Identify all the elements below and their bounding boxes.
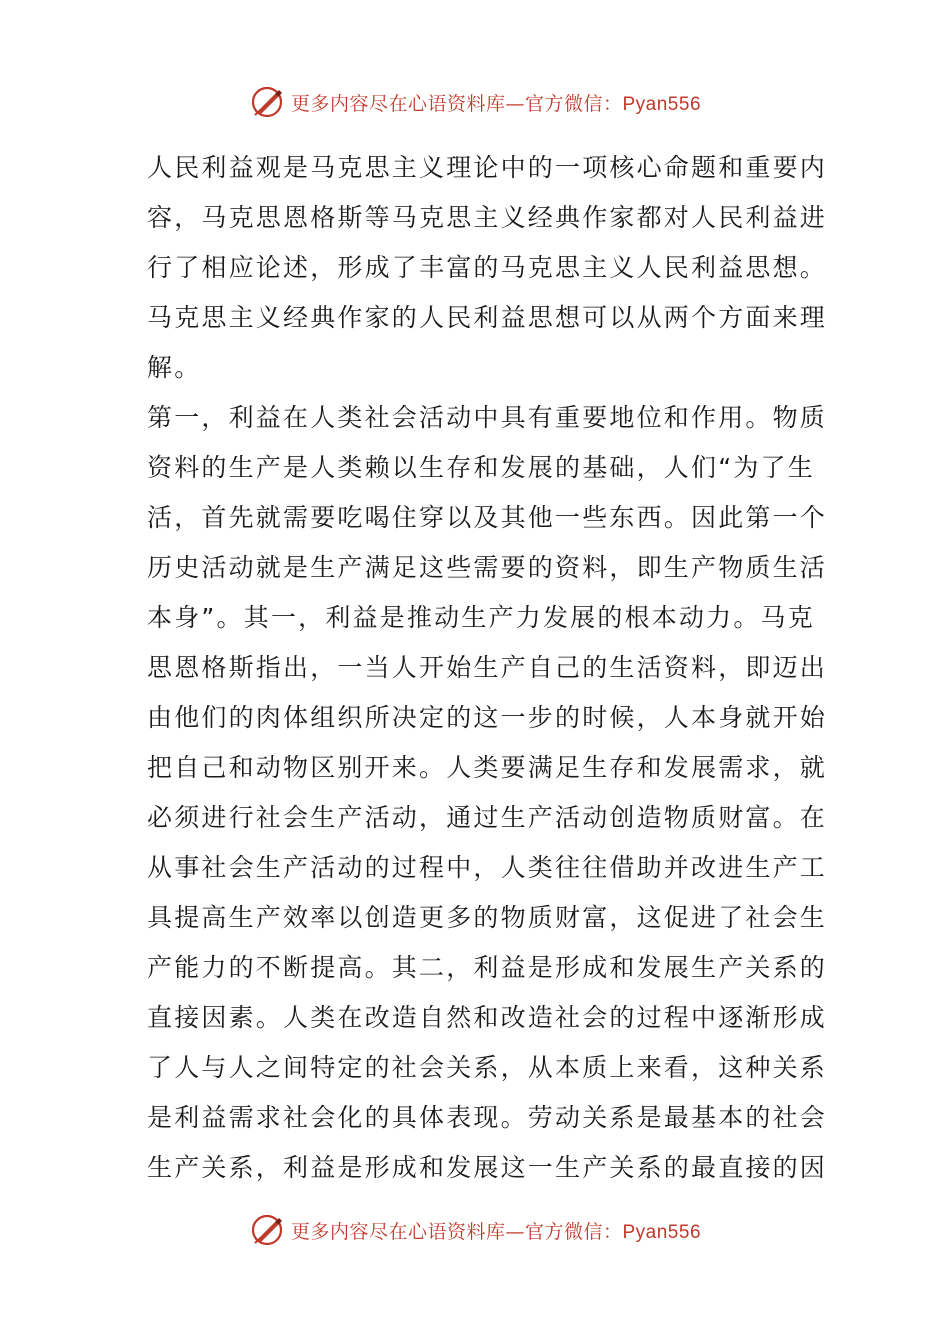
text-line: 活，首先就需要吃喝住穿以及其他一些东西。因此第一个 (147, 503, 828, 532)
text-line: 容，马克思恩格斯等马克思主义经典作家都对人民利益进 (147, 203, 828, 232)
watermark-text: 更多内容尽在心语资料库—官方微信：Pyan556 (290, 92, 702, 115)
text-line: 由他们的肉体组织所决定的这一步的时候，人本身就开始 (147, 703, 828, 732)
text-line: 必须进行社会生产活动，通过生产活动创造物质财富。在 (147, 803, 828, 832)
text-line: 历史活动就是生产满足这些需要的资料，即生产物质生活 (147, 553, 828, 582)
text-line: 资料的生产是人类赖以生存和发展的基础，人们“为了生 (147, 453, 815, 482)
text-line: 解。 (147, 353, 202, 382)
text-line: 本身”。其一，利益是推动生产力发展的根本动力。马克 (147, 603, 815, 632)
watermark-text: 更多内容尽在心语资料库—官方微信：Pyan556 (290, 1220, 702, 1243)
text-line: 直接因素。人类在改造自然和改造社会的过程中逐渐形成 (147, 1003, 828, 1032)
pen-logo-icon (249, 1212, 285, 1248)
text-line: 是利益需求社会化的具体表现。劳动关系是最基本的社会 (147, 1103, 828, 1132)
text-line: 具提高生产效率以创造更多的物质财富，这促进了社会生 (147, 903, 828, 932)
text-line: 人民利益观是马克思主义理论中的一项核心命题和重要内 (147, 153, 828, 182)
text-line: 第一，利益在人类社会活动中具有重要地位和作用。物质 (147, 403, 828, 432)
text-line: 了人与人之间特定的社会关系，从本质上来看，这种关系 (147, 1053, 828, 1082)
text-line: 把自己和动物区别开来。人类要满足生存和发展需求，就 (147, 753, 828, 782)
text-line: 从事社会生产活动的过程中，人类往往借助并改进生产工 (147, 853, 828, 882)
pen-logo-icon (249, 84, 285, 120)
text-line: 马克思主义经典作家的人民利益思想可以从两个方面来理 (147, 303, 828, 332)
text-line: 生产关系，利益是形成和发展这一生产关系的最直接的因 (147, 1153, 828, 1182)
watermark-footer (0, 1210, 950, 1250)
text-line: 产能力的不断提高。其二，利益是形成和发展生产关系的 (147, 953, 828, 982)
document-body (147, 143, 828, 1193)
text-line: 思恩格斯指出，一当人开始生产自己的生活资料，即迈出 (147, 653, 828, 682)
text-line: 行了相应论述，形成了丰富的马克思主义人民利益思想。 (147, 253, 828, 282)
watermark-header (0, 82, 950, 122)
